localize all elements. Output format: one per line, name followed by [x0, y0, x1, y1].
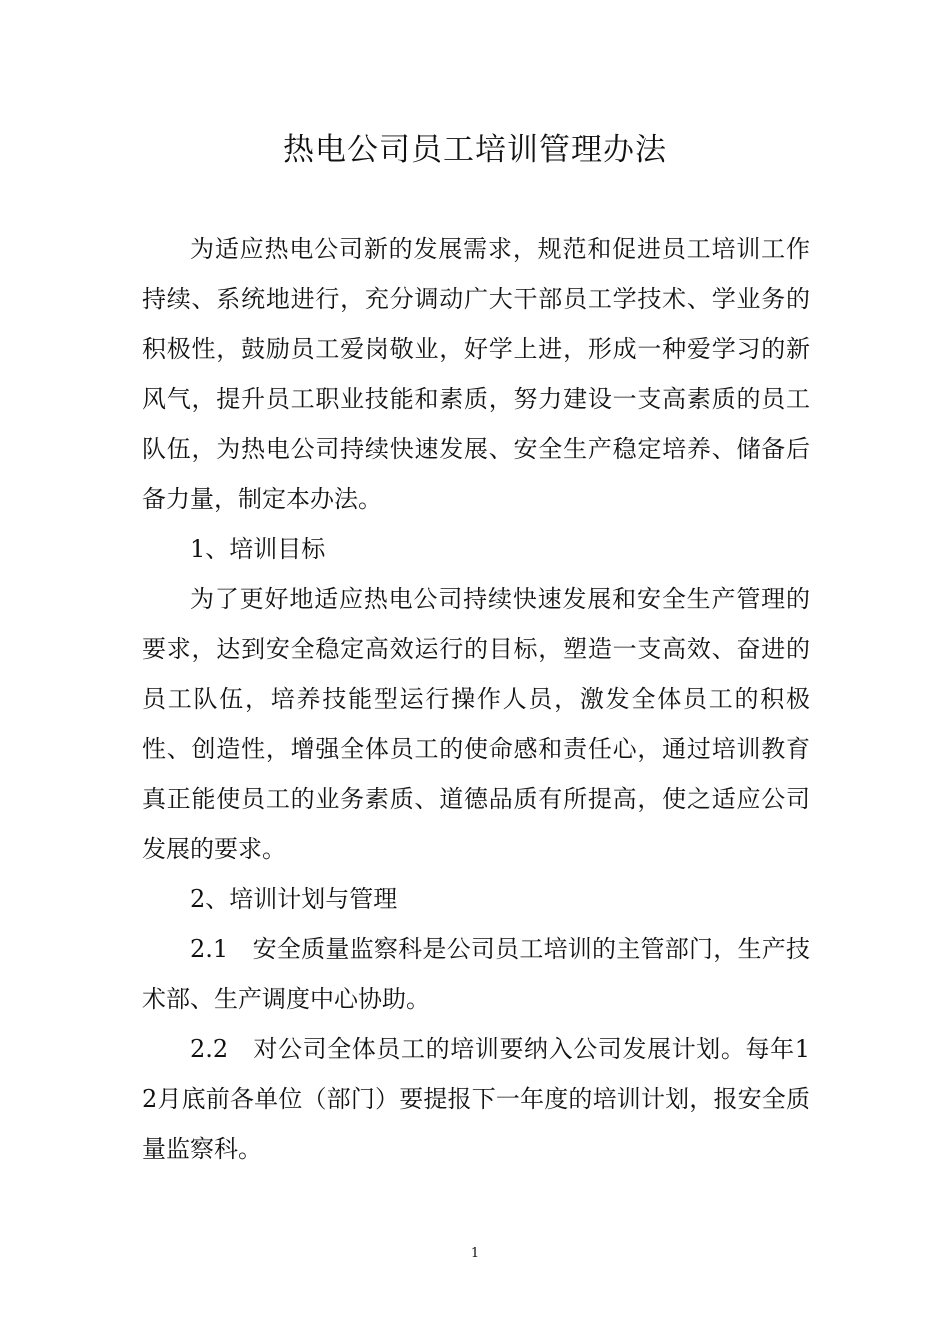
section-heading-training-goal: 1、培训目标 — [190, 535, 326, 563]
document-title: 热电公司员工培训管理办法 — [283, 132, 667, 168]
clause-2-2-paragraph: 2.2 对公司全体员工的培训要纳入公司发展计划。每年12月底前各单位（部门）要提报下一年度的培训计划，报安全质量监察科。 — [142, 1035, 810, 1163]
clause-2-1-paragraph: 2.1 安全质量监察科是公司员工培训的主管部门，生产技术部、生产调度中心协助。 — [142, 935, 810, 1013]
page-number: 1 — [470, 1246, 480, 1261]
intro-paragraph: 为适应热电公司新的发展需求，规范和促进员工培训工作持续、系统地进行，充分调动广大干部员工学技术、学业务的积极性，鼓励员工爱岗敬业，好学上进，形成一种爱学习的新风气，提升员工职业技能和素质，努力建设一支高素质的员工队伍，为热电公司持续快速发展、安全生产稳定培养、储备后备力量，制定本办法。 — [142, 235, 810, 513]
document-body — [142, 224, 810, 1174]
training-goal-paragraph: 为了更好地适应热电公司持续快速发展和安全生产管理的要求，达到安全稳定高效运行的目标，塑造一支高效、奋进的员工队伍，培养技能型运行操作人员，激发全体员工的积极性、创造性，增强全体员工的使命感和责任心，通过培训教育真正能使员工的业务素质、道德品质有所提高，使之适应公司发展的要求。 — [142, 585, 810, 863]
section-heading-training-plan: 2、培训计划与管理 — [190, 885, 398, 913]
